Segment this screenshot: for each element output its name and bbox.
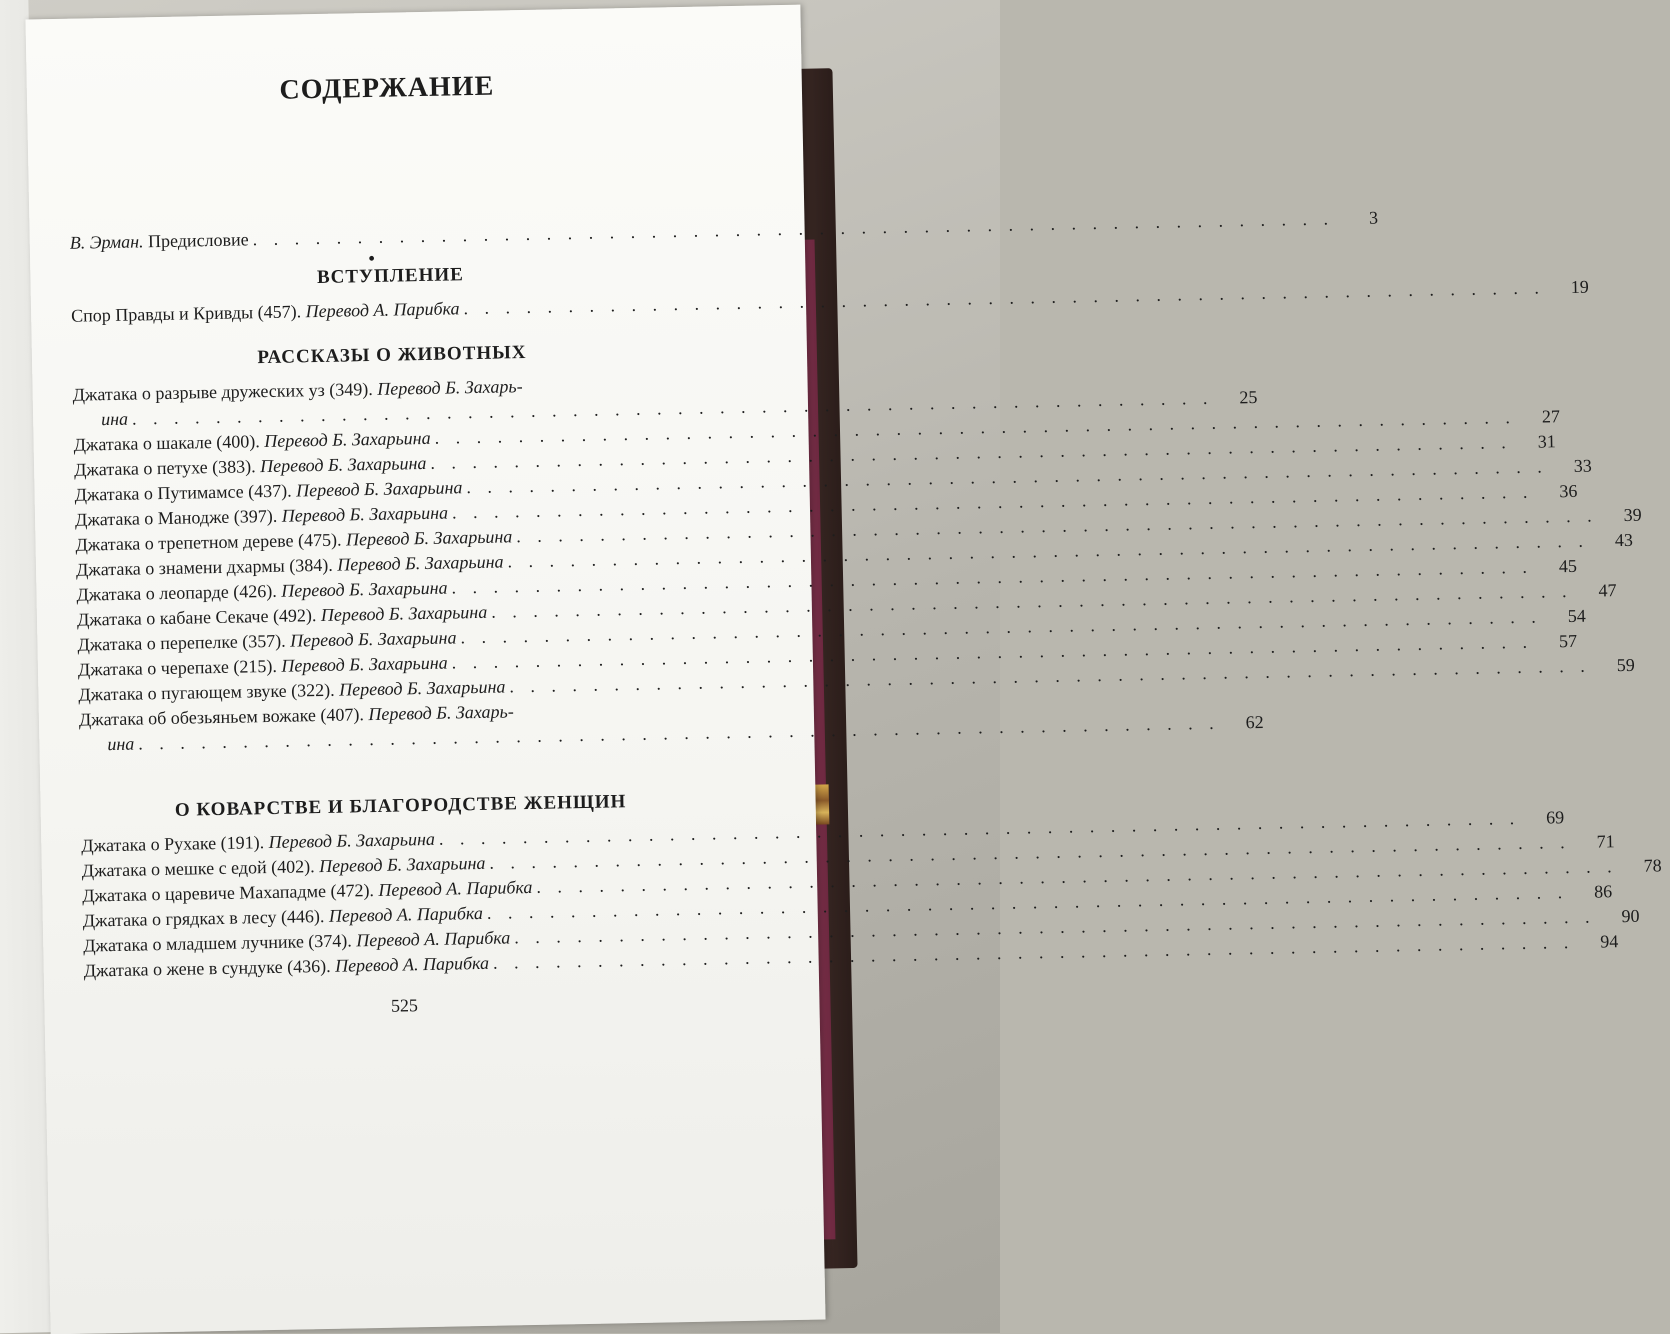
entry-title: Спор Правды и Кривды (457).	[70, 301, 302, 326]
section-heading: О КОВАРСТВЕ И БЛАГОРОДСТВЕ ЖЕНЩИН	[174, 791, 627, 821]
entry-translator-continuation: ина	[107, 733, 135, 755]
page-number: 69	[1545, 807, 1565, 828]
entry-title: Джатака о мешке с едой (402).	[81, 856, 315, 881]
page-number: 33	[1573, 455, 1592, 476]
sections-container	[70, 259, 1662, 983]
page-folio: 525	[390, 995, 419, 1016]
entry-translator: Перевод Б. Захарь-	[368, 701, 514, 725]
entry-title: Джатака о кабане Секаче (492).	[76, 605, 317, 630]
entry-translator: Перевод А. Парибка	[378, 876, 533, 900]
entry-translator: Перевод Б. Захарьина	[337, 551, 504, 575]
entry-title: Джатака о Рухаке (191).	[81, 832, 265, 856]
page-number: 54	[1567, 605, 1586, 627]
entry-translator: Перевод А. Парибка	[334, 952, 490, 976]
entry-title: Джатака об обезьяньем вожаке (407).	[78, 704, 365, 730]
page-number: 71	[1596, 831, 1615, 852]
page-number: 39	[1623, 504, 1642, 525]
entry-title: Джатака о разрыве дружеских уз (349).	[72, 378, 373, 405]
page-number: 90	[1621, 905, 1640, 927]
entry-title: Джатака о петухе (383).	[73, 456, 256, 480]
page-number: 47	[1598, 580, 1617, 601]
entry-title: Джатака о Манодже (397).	[74, 505, 278, 530]
page-number: 62	[1245, 711, 1264, 733]
preface-entry	[69, 207, 1379, 255]
dot-leader	[248, 206, 1338, 252]
entry-title: Джатака о жене в сундуке (436).	[83, 955, 331, 981]
entry-translator: Перевод Б. Захарьина	[281, 502, 449, 526]
book-page	[25, 5, 1662, 1334]
page-number: 45	[1558, 555, 1578, 577]
page-number: 78	[1643, 855, 1662, 876]
page-number: 94	[1600, 931, 1619, 952]
entry-translator: Перевод Б. Захарьина	[268, 828, 436, 853]
page-number: 19	[1570, 276, 1590, 297]
entry-title: Джатака о черепахе (215).	[77, 655, 278, 680]
entry-title: Джатака о Путимамсе (437).	[74, 480, 292, 505]
entry-title: Джатака о грядках в лесу (446).	[82, 905, 325, 931]
table-of-contents	[67, 66, 1662, 1022]
page-number: 31	[1537, 431, 1556, 452]
entry-translator: Перевод Б. Захарьина	[345, 526, 513, 550]
preface-title: Предисловие	[147, 229, 249, 252]
entry-translator: Перевод Б. Захарьина	[281, 652, 448, 676]
entry-title: Джатака о младшем лучнике (374).	[83, 930, 353, 956]
entry-title: Джатака о знамени дхармы (384).	[75, 554, 333, 580]
preface-author: В. Эрман.	[69, 231, 144, 253]
page-number: 43	[1614, 529, 1634, 551]
decorative-dot: •	[367, 247, 376, 271]
entry-translator: Перевод Б. Захарьина	[281, 577, 448, 601]
entry-translator: Перевод Б. Захарьина	[338, 676, 506, 700]
entry-translator: Перевод А. Парибка	[305, 298, 460, 322]
entry-title: Джатака о царевиче Махападме (472).	[82, 880, 375, 906]
page-number: 27	[1541, 406, 1561, 427]
entry-translator: Перевод А. Парибка	[356, 927, 511, 951]
entry-title: Джатака о шакале (400).	[73, 431, 260, 455]
entry-translator: Перевод Б. Захарьина	[295, 477, 463, 501]
section-heading: РАССКАЗЫ О ЖИВОТНЫХ	[257, 342, 527, 369]
entry-translator: Перевод Б. Захарьина	[320, 601, 488, 625]
entry-translator: Перевод А. Парибка	[328, 902, 484, 926]
entry-translator: Перевод Б. Захарьина	[259, 452, 427, 477]
entry-title: Джатака о перепелке (357).	[77, 630, 286, 655]
entry-title: Джатака о пугающем звуке (322).	[78, 679, 335, 705]
entry-translator: Перевод Б. Захарьина	[289, 627, 457, 651]
section-heading: ВСТУПЛЕНИЕ	[316, 264, 465, 289]
page-title: СОДЕРЖАНИЕ	[279, 70, 495, 106]
page-number: 57	[1558, 630, 1578, 652]
entry-translator-continuation: ина	[100, 408, 129, 430]
entry-translator: Перевод Б. Захарьина	[264, 427, 431, 452]
page-number: 3	[1368, 207, 1379, 228]
entry-title: Джатака о леопарде (426).	[76, 580, 277, 605]
entry-title: Джатака о трепетном дереве (475).	[75, 529, 342, 555]
page-number: 86	[1593, 881, 1613, 902]
entry-translator: Перевод Б. Захарьина	[318, 852, 486, 877]
page-number: 59	[1616, 654, 1635, 676]
page-number: 25	[1239, 386, 1258, 408]
page-number: 36	[1559, 480, 1578, 502]
entry-translator: Перевод Б. Захарь-	[377, 376, 523, 399]
